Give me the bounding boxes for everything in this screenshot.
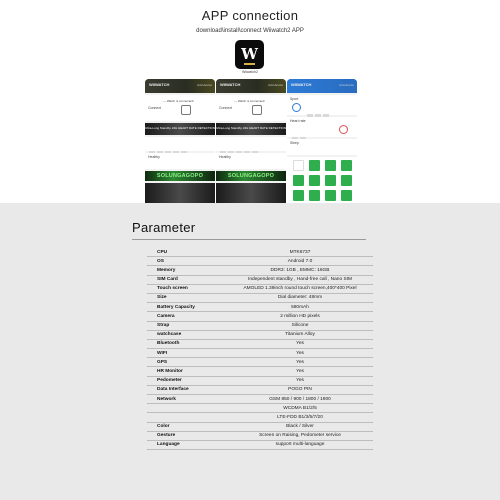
feature-grid [287,157,357,203]
title-divider [132,239,366,240]
parameter-row [147,276,373,285]
app-header-bar [145,79,215,93]
parameter-section [0,203,500,500]
sleep-label: Sleep [290,141,299,145]
connect-card [216,95,286,121]
brand-strip [145,171,215,181]
watch-icon [181,105,191,115]
parameter-row [147,349,373,358]
app-logo: WIIWATCH [149,82,170,87]
parameter-key: Memory [157,267,176,273]
parameter-row [147,404,373,413]
parameter-value: Yes [296,341,304,347]
parameter-row [147,248,373,257]
sport-label: Sport [290,97,299,101]
parameter-row [147,367,373,376]
feature-tile[interactable] [341,175,352,186]
phone-screenshot-3 [287,79,357,203]
connect-label: Connect [219,106,233,110]
heart-rate-label: Heart rate [290,119,306,123]
parameter-value: Silicone [291,323,309,328]
sport-card [287,95,357,115]
feature-tile[interactable] [325,175,336,186]
parameter-value: POGO PIN [288,387,312,393]
parameter-value: AMOLED 1.39inch round touch screen,400*400 Pixel [243,286,357,292]
feature-tile[interactable] [325,190,336,201]
parameter-value: support multi-language [275,442,325,448]
parameter-value: LTE-FDD B1/3/5/7/20 [277,414,323,420]
banner-text: Ultra-Long Standby 24H HEART RATE DETECTION [216,126,286,130]
parameter-key: watchcase [157,332,182,338]
parameter-key: Touch screen [157,286,188,292]
parameter-value: Android 7.0 [287,258,313,264]
stats-row [216,137,286,151]
parameter-key: Bluetooth [157,341,180,347]
parameter-key: HR Monitor [157,368,183,374]
parameter-key: Language [157,442,180,448]
feature-tile[interactable] [309,175,320,186]
feature-tile[interactable] [293,175,304,186]
app-icon-label: Wiiwatch2 [242,70,258,74]
section-title: APP connection [201,8,299,23]
parameter-row [147,377,373,386]
parameter-key: Network [157,396,176,402]
connection-status: --- Watch is connected! [163,99,194,103]
parameter-row [147,340,373,349]
parameter-key: Size [157,295,167,301]
parameter-row [147,395,373,404]
parameter-value: Black / Silver [286,424,314,430]
parameter-row [147,358,373,367]
app-logo: WIIWATCH [220,82,241,87]
add-device-link[interactable]: Add device [339,83,354,87]
parameter-row [147,331,373,340]
parameter-value: MTK6737 [289,249,311,255]
sleep-card [287,139,357,155]
parameter-value: Yes [296,378,304,384]
phone-screenshot-2 [216,79,286,203]
parameter-key: WIFI [157,350,168,356]
parameter-value: 580mAh [291,304,309,310]
parameter-key: Gesture [157,433,176,439]
parameter-key: Battery Capacity [157,304,195,310]
parameter-row [147,432,373,441]
add-device-link[interactable]: Add device [197,83,212,87]
parameter-row [147,285,373,294]
parameter-row [147,294,373,303]
parameter-row [147,386,373,395]
promo-banner [145,123,215,135]
sport-progress-icon [292,103,301,112]
feature-tile[interactable] [309,160,320,171]
app-icon[interactable] [235,40,264,69]
parameter-row [147,413,373,422]
parameter-title: Parameter [132,220,196,235]
feature-tile[interactable] [341,190,352,201]
feature-tile[interactable] [293,160,304,171]
brand-strip [216,171,286,181]
connect-label: Connect [148,106,162,110]
feature-tile[interactable] [341,160,352,171]
connect-card [145,95,215,121]
heart-rate-card [287,117,357,137]
promo-banner [216,123,286,135]
parameter-key: SIM Card [157,277,178,283]
parameter-key: Pedometer [157,378,182,384]
phone-screenshot-1 [145,79,215,203]
healthy-card [216,153,286,169]
parameter-value: DDR3: 1GB , EMMC: 16GB [270,267,330,273]
parameter-row [147,423,373,432]
parameter-value: GSM 850 / 900 / 1800 / 1900 [269,396,331,402]
app-connection-section [0,0,500,203]
product-banner [216,183,286,203]
healthy-label: Healthy [219,155,231,159]
brand-strip-text: SOLUNGAGOPO [156,173,204,179]
parameter-value: Titanium Alloy [285,332,315,338]
banner-text: Ultra-Long Standby 24H HEART RATE DETECTION [145,126,215,130]
app-header-bar [287,79,357,93]
feature-tile[interactable] [325,160,336,171]
section-subtitle: download\install\connect Wiiwatch2 APP [196,28,304,34]
parameter-key: Data Interface [157,387,189,393]
connection-status: --- Watch is connected! [234,99,265,103]
app-content [145,93,215,203]
parameter-key: Camera [157,313,175,319]
app-logo: WIIWATCH [291,82,312,87]
parameter-row [147,303,373,312]
parameter-key: OS [157,258,164,264]
parameter-value: Yes [296,359,304,365]
parameter-row [147,266,373,275]
watch-icon [252,105,262,115]
parameter-key: CPU [157,249,168,255]
parameter-value: Yes [296,368,304,374]
parameter-key: GPS [157,359,168,365]
parameter-row [147,322,373,331]
brand-strip-text: SOLUNGAGOPO [227,173,275,179]
healthy-card [145,153,215,169]
parameter-value: WCDMA B1/2/5 [283,405,317,411]
app-icon-letter: W [235,45,264,63]
heart-icon [339,125,348,134]
stats-row [145,137,215,151]
parameter-row [147,312,373,321]
app-content [216,93,286,203]
add-device-link[interactable]: Add device [268,83,283,87]
parameter-row [147,257,373,266]
parameter-value: Dial diameter: 48mm [277,295,323,301]
parameter-row [147,441,373,450]
parameter-value: Yes [296,350,304,356]
app-header-bar [216,79,286,93]
parameter-key: Strap [157,323,170,328]
parameter-table [147,248,373,450]
healthy-label: Healthy [148,155,160,159]
parameter-value: 2 million HD pixels [280,313,320,319]
app-content [287,93,357,203]
feature-tile[interactable] [309,190,320,201]
parameter-value: Independent standby , Hand-free call , Nano SIM [248,277,352,283]
feature-tile[interactable] [293,190,304,201]
product-banner [145,183,215,203]
parameter-value: Screen on Raising, Pedometer service [259,433,341,439]
parameter-key: Color [157,424,170,430]
